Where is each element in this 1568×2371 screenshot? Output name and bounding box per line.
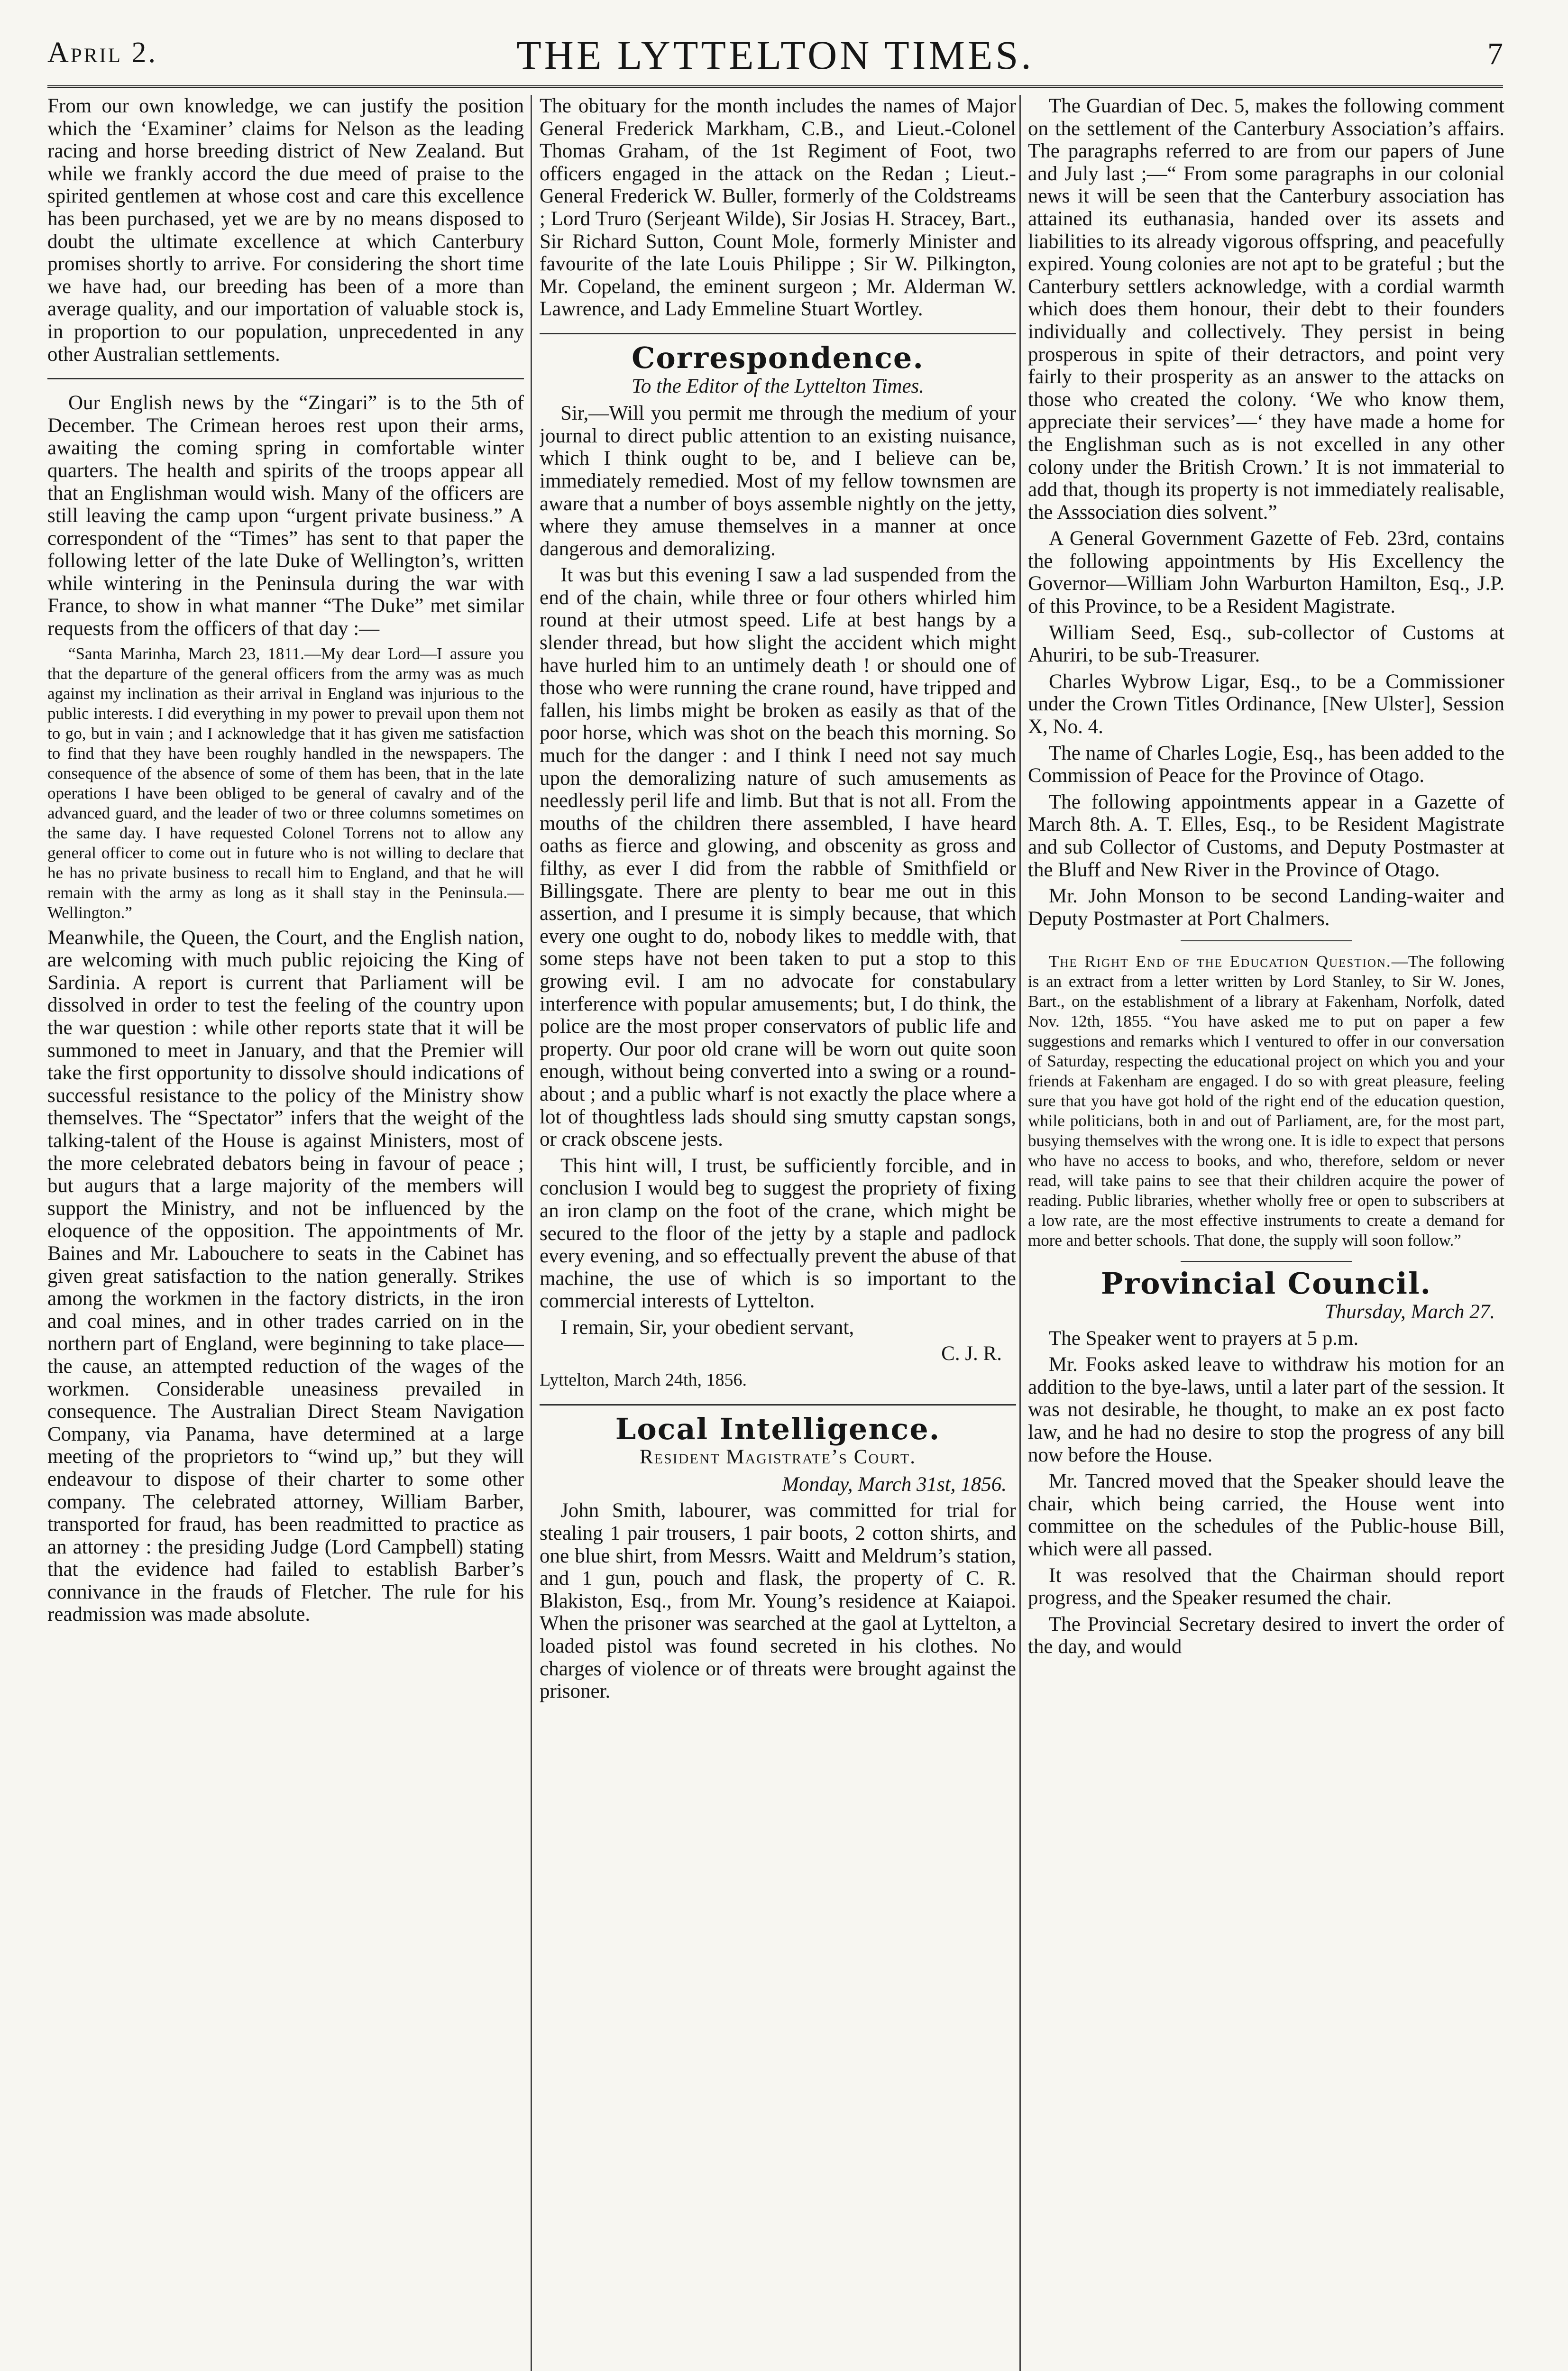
council-paragraph: The Speaker went to prayers at 5 p.m. [1049, 1327, 1359, 1350]
education-title: The Right End of the Education Question. [1049, 952, 1392, 971]
letter-paragraph: Sir,—Will you permit me through the medium of your journal to direct public attention to an existing nuisance, which I think ought to be, and I believe can be, immediately remedied. Most of my fellow townsmen are aware that a number of boys assemble nightly on the jetty, where they amuse themselves in a manner at once dangerous and demoralizing. [540, 402, 1016, 560]
section-rule [1181, 1261, 1352, 1262]
education-text: —The following is an extract from a letter written by Lord Stanley, to Sir W. Jones, Bart., on the establishment of a library at Fakenham, Norfolk, dated Nov. 12th, 1855. “You have asked me to put on paper a few suggestions and remarks which I ventured to offer in our conversation of Saturday, respecting the educational project on which you and your friends at Fakenham are engaged. I do so with great pleasure, feeling sure that you have got hold of the right end of the education question, while politicians, both in and out of Parliament, are, for the most part, busying themselves with the wrong one. It is idle to expect that persons who have no access to books, and who, therefore, seldom or never read, will take pains to see that their children acquire the power of reading. Public libraries, whether wholly free or open to subscribers at a low rate, are the most effective instruments to create a demand for more and better schools. That done, the supply will soon follow.” [1028, 952, 1504, 1250]
column-3 [1028, 95, 1504, 2371]
section-rule [1181, 940, 1352, 941]
article-paragraph: From our own knowledge, we can justify the position which the ‘Examiner’ claims for Nelson as the leading racing and horse breeding district of New Zealand. But while we frankly accord the due meed of praise to the spirited gentlemen at whose cost and care this excellence has been purchased, yet we are by no means disposed to doubt the ultimate excellence at which Canterbury promises shortly to arrive. For considering the short time we have had, our breeding has been of a more than average quality, and our importation of valuable stock is, in proportion to our population, unprecedented in any other Australian settlements. [47, 95, 524, 366]
council-paragraph: The Provincial Secretary desired to invert the order of the day, and would [1028, 1613, 1504, 1658]
article-paragraph: Charles Wybrow Ligar, Esq., to be a Commissioner under the Crown Titles Ordinance, [New Ulster], Session X, No. 4. [1028, 670, 1504, 738]
issue-date: April 2. [47, 37, 157, 69]
article-paragraph: William Seed, Esq., sub-collector of Customs at Ahuriri, to be sub-Treasurer. [1028, 621, 1504, 667]
article-paragraph: The name of Charles Logie, Esq., has been added to the Commission of Peace for the Province of Otago. [1028, 742, 1504, 787]
section-rule [540, 333, 1016, 334]
section-heading-council: Provincial Council. [1100, 1266, 1432, 1301]
page-number: 7 [1487, 37, 1503, 71]
council-paragraph: Mr. Tancred moved that the Speaker should leave the chair, which being carried, the House went into committee on the schedules of the Public-house Bill, which were all passed. [1028, 1470, 1504, 1560]
column-divider [531, 95, 532, 2371]
letter-signature: C. J. R. [941, 1342, 1002, 1365]
article-paragraph: Our English news by the “Zingari” is to the 5th of December. The Crimean heroes rest upon their arms, awaiting the coming spring in comfortable winter quarters. The health and spirits of the troops appear all that an Englishman would wish. Many of the officers are still leaving the camp upon “urgent private business.” A correspondent of the “Times” has sent to that paper the following letter of the late Duke of Wellington’s, written while wintering in the Peninsula during the war with France, to show in what manner “The Duke” met similar requests from the officers of that day :— [47, 392, 524, 640]
section-heading-correspondence: Correspondence. [632, 340, 924, 375]
council-paragraph: Mr. Fooks asked leave to withdraw his motion for an addition to the bye-laws, until a later part of the session. It was not desirable, he thought, to make an ex post facto law, and he had no desire to stop the progress of any bill now before the House. [1028, 1353, 1504, 1466]
court-report: John Smith, labourer, was committed for trial for stealing 1 pair trousers, 1 pair boots, 2 cotton shirts, and one blue shirt, from Messrs. Waitt and Meldrum’s station, and 1 gun, pouch and flask, the property of C. R. Blakiston, Esq., from Mr. Young’s residence at Kaiapoi. When the prisoner was searched at the gaol at Lyttelton, a loaded pistol was found secreted in his clothes. No charges of violence or of threats were brought against the prisoner. [540, 1499, 1016, 1703]
article-paragraph: A General Government Gazette of Feb. 23rd, contains the following appointments by His Excellency the Governor—William John Warburton Hamilton, Esq., J.P. of this Province, to be a Resident Magistrate. [1028, 527, 1504, 618]
column-1 [47, 95, 524, 2371]
obituary-paragraph: The obituary for the month includes the names of Major General Frederick Markham, C.B., and Lieut.-Colonel Thomas Graham, of the 1st Regiment of Foot, two officers engaged in the attack on the Redan ; Lieut.-General Frederick W. Buller, formerly of the Coldstreams ; Lord Truro (Serjeant Wilde), Sir Josias H. Stracey, Bart., Sir Richard Sutton, Count Mole, formerly Minister and favourite of the late Louis Philippe ; Sir W. Pilkington, Mr. Copeland, the eminent surgeon ; Mr. Alderman W. Lawrence, and Lady Emmeline Stuart Wortley. [540, 95, 1016, 321]
letter-dateline: Lyttelton, March 24th, 1856. [540, 1370, 747, 1390]
court-date: Monday, March 31st, 1856. [782, 1473, 1007, 1496]
quoted-letter: “Santa Marinha, March 23, 1811.—My dear Lord—I assure you that the departure of the general officers from the army was as much against my inclination as their arrival in England was injurious to the public interests. I did everything in my power to prevail upon them not to go, but in vain ; and I acknowledge that it has given me satisfaction to find that they have been roughly handled in the newspapers. The consequence of the absence of some of them has been, that in the late operations I have been obliged to be general of cavalry and of the advanced guard, and the leader of two or three columns sometimes on the same day. I have requested Colonel Torrens not to allow any general officer to come out in future who is not willing to declare that he has no private business to recall him to England, and that he will remain with the army as long as it shall stay in the Peninsula.—Wellington.” [47, 644, 524, 922]
section-heading-local: Local Intelligence. [615, 1411, 941, 1446]
section-rule [540, 1404, 1016, 1406]
education-extract [1028, 952, 1504, 1250]
article-paragraph: The following appointments appear in a Gazette of March 8th. A. T. Elles, Esq., to be Resident Magistrate and sub Collector of Customs, and Deputy Postmaster at the Bluff and New River in the Province of Otago. [1028, 790, 1504, 881]
letter-address: To the Editor of the Lyttelton Times. [631, 375, 925, 397]
column-divider [1019, 95, 1021, 2371]
letter-paragraph: This hint will, I trust, be sufficiently forcible, and in conclusion I would beg to suggest the propriety of fixing an iron clamp on the foot of the crane, which might be secured to the floor of the jetty by a staple and padlock every evening, and so effectually prevent the abuse of that machine, the use of which is so important to the commercial interests of Lyttelton. [540, 1154, 1016, 1313]
masthead-rule [47, 85, 1503, 88]
newspaper-title: THE LYTTELTON TIMES. [516, 32, 1034, 78]
article-paragraph: The Guardian of Dec. 5, makes the following comment on the settlement of the Canterbury Association’s affairs. The paragraphs referred to are from our papers of June and July last ;—“ From some paragraphs in our colonial news it will be seen that the Canterbury association has attained its euthanasia, handed over its assets and liabilities to its already vigorous offspring, and peacefully expired. Young colonies are not apt to be grateful ; but the Canterbury settlers acknowledge, with a cordial warmth which does them honour, their debt to their founders individually and collectively. They persist in being prosperous in spite of their detractors, and point very fairly to their prosperity as an answer to the attacks on those who created the colony. ‘We who know them, appreciate their services’—‘ they have made a home for the Englishman such as is not excelled in any other colony under the British Crown.’ It is not immaterial to add that, though its property is not immediately realisable, the Asssociation dies solvent.” [1028, 95, 1504, 524]
masthead [47, 28, 1503, 80]
council-paragraph: It was resolved that the Chairman should report progress, and the Speaker resumed the chair. [1028, 1564, 1504, 1609]
court-title: Resident Magistrate’s Court. [639, 1446, 917, 1469]
letter-closing: I remain, Sir, your obedient servant, [560, 1316, 854, 1339]
letter-paragraph: It was but this evening I saw a lad suspended from the end of the chain, while three or four others whirled him round at their utmost speed. Life at best hangs by a slender thread, but how slight the accident which might have hurled him to an untimely death ! or should one of those who were running the crane round, have tripped and fallen, his limbs might be broken as easily as that of the poor horse, which was shot on the beach this morning. So much for the danger : and I think I need not say much upon the demoralizing nature of such amusements as needlessly peril life and limb. But that is not all. From the mouths of the children there assembled, I have heard oaths as fierce and glowing, and obscenity as gross and filthy, as ever I did from the rabble of Smithfield or Billingsgate. There are plenty to bear me out in this assertion, and I presume it is simply because, that which every one ought to do, nobody likes to meddle with, that some steps have not been taken to put a stop to this growing evil. I am no advocate for constabulary interference with popular amusements; but, I do think, the police are the most proper conservators of public life and property. Our poor old crane will be worn out quite soon enough, without being converted into a swing or a round-about ; and a public wharf is not exactly the place where a lot of thoughtless lads should sing smutty capstan songs, or crack obscene jests. [540, 564, 1016, 1151]
section-rule [47, 378, 524, 379]
article-paragraph: Meanwhile, the Queen, the Court, and the English nation, are welcoming with much public rejoicing the King of Sardinia. A report is current that Parliament will be dissolved in order to test the feeling of the country upon the war question : while other reports state that it will be summoned to meet in January, and that the Premier will take the first opportunity to dissolve should indications of successful resistance to the policy of the Ministry show themselves. The “Spectator” infers that the weight of the talking-talent of the House is against Ministers, most of the more celebrated debators being in favour of peace ; but augurs that a large majority of the members will support the Ministry, and not be influenced by the eloquence of the opposition. The appointments of Mr. Baines and Mr. Labouchere to seats in the Cabinet has given great satisfaction to the nation generally. Strikes among the workmen in the factory districts, in the iron and coal mines, and in other trades carried on in the northern part of England, were beginning to take place—the cause, an attempted reduction of the wages of the workmen. Considerable uneasiness prevailed in consequence. The Australian Direct Steam Navigation Company, via Panama, have determined at a large meeting of the proprietors to “wind up,” but they will endeavour to dispose of their charter to some other company. The celebrated attorney, William Barber, transported for fraud, has been readmitted to practice as an attorney : the presiding Judge (Lord Campbell) stating that the evidence had failed to establish Barber’s connivance in the frauds of Fletcher. The rule for his readmission was made absolute. [47, 926, 524, 1626]
column-2 [540, 95, 1016, 2371]
article-paragraph: Mr. John Monson to be second Landing-waiter and Deputy Postmaster at Port Chalmers. [1028, 885, 1504, 930]
council-date: Thursday, March 27. [1324, 1300, 1495, 1323]
